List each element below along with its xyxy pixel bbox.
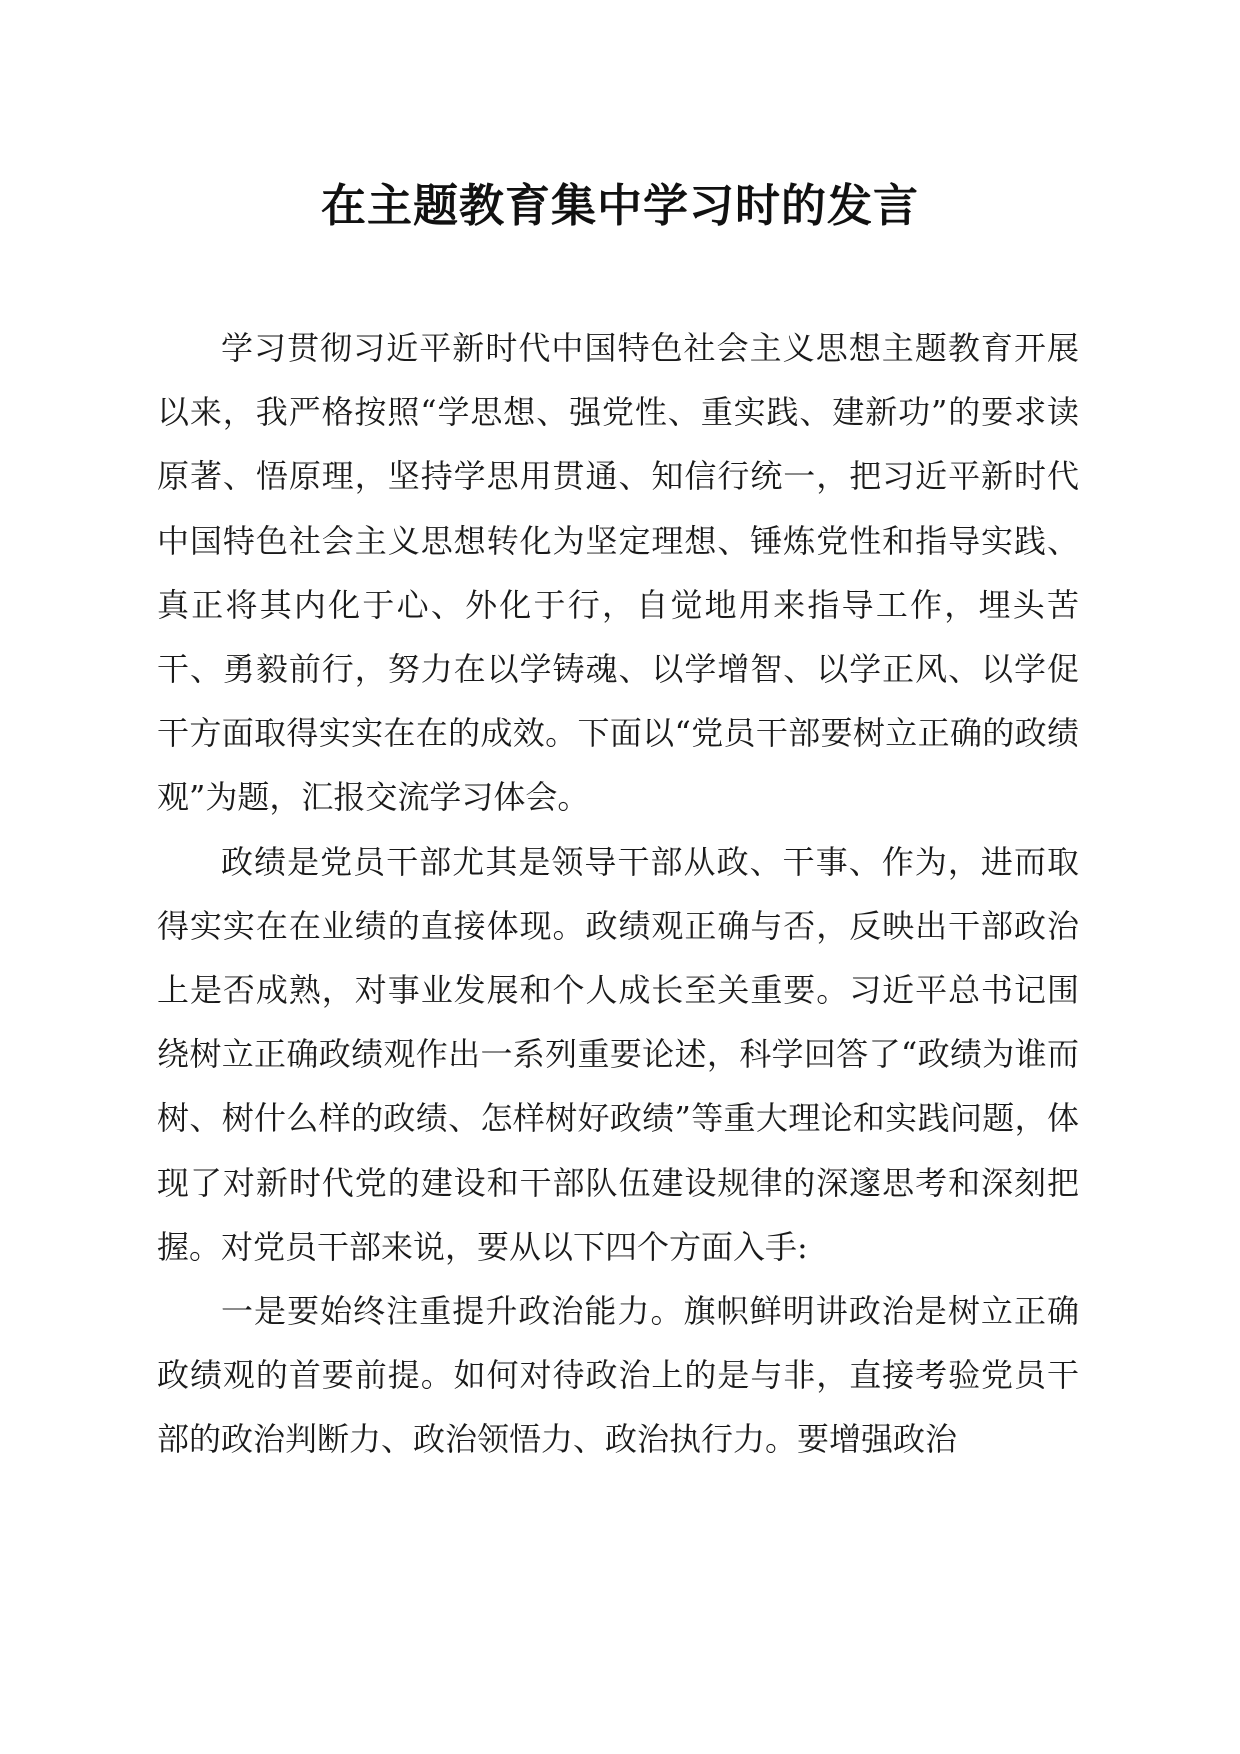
paragraph-3: 一是要始终注重提升政治能力。旗帜鲜明讲政治是树立正确政绩观的首要前提。如何对待政治上的是与非，直接考验党员干部的政治判断力、政治领悟力、政治执行力。要增强政治 xyxy=(157,1292,1079,1459)
document-body xyxy=(157,316,1079,1472)
document-title: 在主题教育集中学习时的发言 xyxy=(320,179,919,232)
paragraph-2: 政绩是党员干部尤其是领导干部从政、干事、作为，进而取得实实在在业绩的直接体现。政绩观正确与否，反映出干部政治上是否成熟，对事业发展和个人成长至关重要。习近平总书记围绕树立正确政绩观作出一系列重要论述，科学回答了“政绩为谁而树、树什么样的政绩、怎样树好政绩”等重大理论和实践问题，体现了对新时代党的建设和干部队伍建设规律的深邃思考和深刻把握。对党员干部来说，要从以下四个方面入手: xyxy=(157,842,1079,1266)
paragraph-1: 学习贯彻习近平新时代中国特色社会主义思想主题教育开展以来，我严格按照“学思想、强党性、重实践、建新功”的要求读原著、悟原理，坚持学思用贯通、知信行统一，把习近平新时代中国特色社会主义思想转化为坚定理想、锤炼党性和指导实践、真正将其内化于心、外化于行，自觉地用来指导工作，埋头苦干、勇毅前行，努力在以学铸魂、以学增智、以学正风、以学促干方面取得实实在在的成效。下面以“党员干部要树立正确的政绩观”为题，汇报交流学习体会。 xyxy=(157,329,1079,817)
